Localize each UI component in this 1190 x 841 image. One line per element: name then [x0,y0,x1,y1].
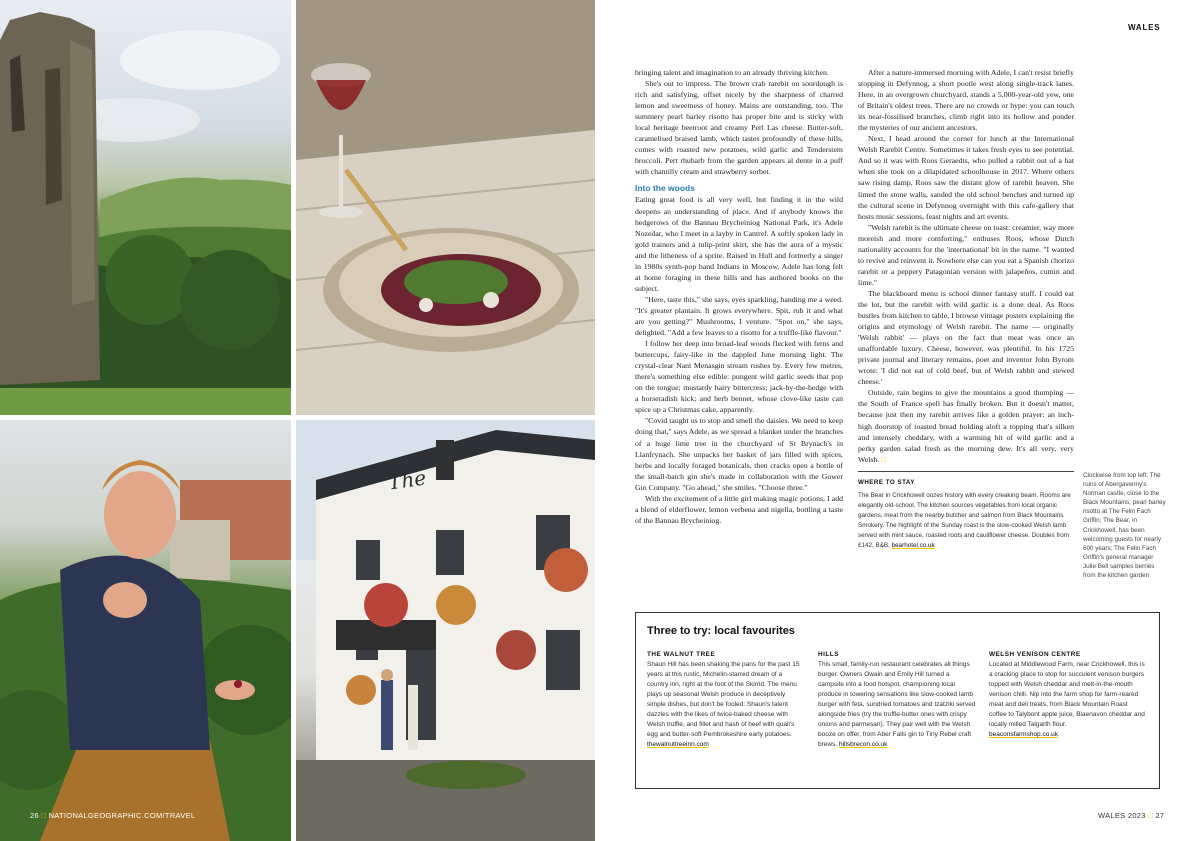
paragraph: "Covid taught us to stop and smell the daisies. We need to keep doing that," says Adele, as we spread a blanket under the branches of a huge lime tree in the churchyard of St Brynach's in Llanfrynach. She unpacks her basket of jars filled with spices, herbs and locally foraged botanicals, then cracks open a bottle of the small-batch gin she's made in collaboration with the Gower Gin Company. "Go ahead," she smiles. "Choose three." [635,416,843,492]
recommendation-body [647,660,805,750]
recommendation-text: This small, family-run restaurant celebrates all things burger. Owners Owain and Emily Hill turned a campsite into a food hotspot, championing local produce in towering sensations like slow-cooked lamb burger with feta, sundried tomatoes and tzatziki served alongside fries (try the truffle-butter ones with crispy onions and parmesan). They pair well with the Welsh booze on offer, from Aber Falls gin to Tiny Rebel craft brews. [818,661,976,748]
photo-caption: Clockwise from top left: The ruins of Abergavenny's Norman castle, close to the Black Mountains; pearl barley risotto at The Felin Fach Griffin; The Bear, in Crickhowell, has been welcoming guests for nearly 600 years; The Felin Fach Griffin's general manager Julie Bell samples berries from the kitchen garden [1083,472,1166,580]
bear-hotel-link[interactable]: bearhotel.co.uk [891,542,935,550]
recommendation-name: HILLS [818,651,839,658]
website-url[interactable]: NATIONALGEOGRAPHIC.COM/TRAVEL [48,811,196,820]
recommendation-text: Shaun Hill has been shaking the pans for the past 15 years at this rustic, Michelin-starred dream of a country inn, right at the foot of the Skirrid. The menu plays up seasonal Welsh produce in deceptively simple dishes, but don't be fooled: Shaun's talent dazzles with the likes of twice-baked cheese with Welsh truffle, and fillet and hash of beef with quail's egg and butter-soft Pembrokeshire early potatoes. [647,661,800,738]
paragraph: bringing talent and imagination to an already thriving kitchen. [635,68,829,77]
recommendation-welsh-venison-centre [989,651,1147,740]
paragraph: After a nature-immersed morning with Adele, I can't resist briefly stopping in Defynnog, a short pootle west along single-track lanes. Here, in an overgrown churchyard, stands a 5,000-year-old yew, one of Britain's oldest trees. There are no crowds or hype: you can touch its near-fossilised branches, climb right into its hollow and ponder the mysteries of our ancient ancestors. [858,68,1074,133]
paragraph: She's out to impress. The brown crab rarebit on sourdough is rich and satisfying, offset nicely by the sharpness of charred lemon and sweetness of honey. Mains are outstanding, too. The summery pearl barley risotto has proper bite and is sticky with local heritage beetroot and creamy Perl Las cheese. Butter-soft, caramelised braised lamb, which tastes profoundly of these hills, comes with roasted new potatoes, wild garlic and Tenderstem broccoli. Pert rhubarb from the garden appears al dente in a puff with chantilly cream and strawberry sorbet. [635,79,843,177]
recommendation-body [989,660,1147,740]
beacons-farm-shop-link[interactable]: beaconsfarmshop.co.uk [989,731,1059,738]
recommendation-name: THE WALNUT TREE [647,651,716,658]
recommendation-hills [818,651,976,750]
paragraph-text: Outside, rain begins to give the mountains a good thumping — the South of France spell has finally broken. But it doesn't matter, because just then my rarebit arrives like a golden prayer: an inch-high doorstop of toasted bread holding aloft a topping that's silken and intensely cheddary, with a warming hit of wild garlic and a perky garden salad fresh as the morning dew. It's all very, very Welsh. [858,388,1074,464]
recommendation-walnut-tree [647,651,805,750]
where-to-stay-body [858,491,1074,552]
where-to-stay-text: The Bear in Crickhowell oozes history with every creaking beam. Rooms are elegantly old-school. The kitchen sources vegetables from local organic gardens, meat from the nearby butcher and salmon from Black Mountains Smokery. The highlight of the Sunday roast is the slow-cooked Welsh lamb served with mint sauce, roasted roots and cauliflower cheese. Doubles from £142, B&B. [858,491,1071,550]
page-number-right: 27 [1155,811,1165,820]
hills-link[interactable]: hillsbrecon.co.uk [838,741,888,748]
paragraph: "Welsh rarebit is the ultimate cheese on toast: creamier, way more moreish and more comforting," enthuses Roos, whose Dutch nationality accounts for the 'international' bit in the name. "I wanted to revive and reinvent it. Nowhere else can you eat a Spanish chorizo rarebit or a peppery Patagonian version with jalapeños, cumin and lime." [858,222,1074,287]
paragraph [858,387,1074,464]
folio-separator-icon: □ [1148,811,1153,820]
inn-sign: The [386,465,428,495]
box-title: Three to try: local favourites [647,625,795,637]
photo-bear-inn [296,420,595,841]
paragraph: "Here, taste this," she says, eyes sparkling, handing me a weed. "It's greater plantain. It grows everywhere. Spit, rub it and what are you getting?" Mushrooms, I venture. "Spot on," she says, delighted. "Add a few leaves to a risotto for a truffle-like flavour." [635,294,843,338]
paragraph: Next, I head around the corner for lunch at the International Welsh Rarebit Centre. Sometimes it takes fresh eyes to see potential. And so it was with Roos Geraedts, who pulled a rabbit out of a hat when she took on a dilapidated schoolhouse in 2017. Where others saw rising damp, Roos saw the distant glow of rarebit heaven. She limed the stone walls, sanded the old school benches and turned up the cultural scene in Defynnog overnight with this cafe-gallery that hosts music sessions, feast nights and art events. [858,134,1074,221]
where-to-stay-heading: WHERE TO STAY [858,478,915,486]
three-to-try-box [635,612,1160,789]
paragraph: Eating great food is all very well, but finding it in the wild deepens an understanding of place. And if anybody knows the hedgerows of the Bannau Brycheiniog National Park, it's Adele Nozedar, who I meet in a layby in Cantref. A softly spoken lady in gold trainers and a tulip-print skirt, she has the aura of a mystic and the litheness of a sprite. Raised in Hull and formerly a singer in 1980s synth-pop band Indians in Moscow, Adele has long felt at home foraging in these hills and has authored books on the subject. [635,195,843,293]
photo-adele-foraging [0,420,291,841]
photo-castle-ruins [0,0,291,415]
paragraph: With the excitement of a little girl making magic potions, I add a blend of elderflower, lemon verbena and nigella, bottling a taste of the Bannau Brycheiniog. [635,493,843,525]
folio-left [30,811,195,820]
photo-risotto-plate [296,0,595,415]
running-head: WALES [1128,23,1161,32]
walnut-tree-link[interactable]: thewalnuttreeinn.com [647,741,709,748]
recommendation-body [818,660,976,750]
paragraph: I follow her deep into broad-leaf woods flecked with ferns and buttercups, fairy-like in the dappled June morning light. The crystal-clear Nant Menasgin stream rushes by. Every few metres, there's something else edible: pungent wild garlic seeds that pop on the tongue; mustardy hairy bittercress; jack-by-the-hedge with a horseradish kick; and herb bennet, whose clove-like taste can spice up a Christmas cake, apparently. [635,339,843,415]
page-number-left: 26 [30,811,39,820]
issue-label: WALES 2023 [1098,811,1146,820]
article-column-2 [858,67,1074,551]
section-heading: Into the woods [635,183,695,194]
folio-separator-icon: □ [41,811,47,820]
paragraph: The blackboard menu is school dinner fantasy stuff. I could eat the lot, but the rarebit with wild garlic is a done deal. As Roos bustles from kitchen to table, I browse vintage posters explaining the origins and etymology of Welsh rarebit. The name — originally 'Welsh rabbit' — plays on the fact that meat was once an unaffordable luxury. Cheese, however, was plentiful. In his 1725 private journal and literary remains, poet and inventor John Byrom wrote: 'I did not eat of cold beef, but of Welsh rabbit and stewed cheese.' [858,288,1074,387]
recommendation-name: WELSH VENISON CENTRE [989,651,1081,658]
end-mark-icon: □ [881,454,886,464]
article-column-1 [635,67,843,526]
folio-right [1098,811,1164,820]
recommendation-text: Located at Middlewood Farm, near Crickhowell, this is a cracking place to stop for succulent venison burgers topped with Welsh cheddar and melt-in-the-mouth venison chilli. Nip into the farm shop for farm-reared meat and deli treats, from Black Mountain Roast coffee to Talybont apple juice, Blaenavon cheddar and locally milled Talgarth flour. [989,661,1145,728]
where-to-stay-panel [858,471,1074,552]
